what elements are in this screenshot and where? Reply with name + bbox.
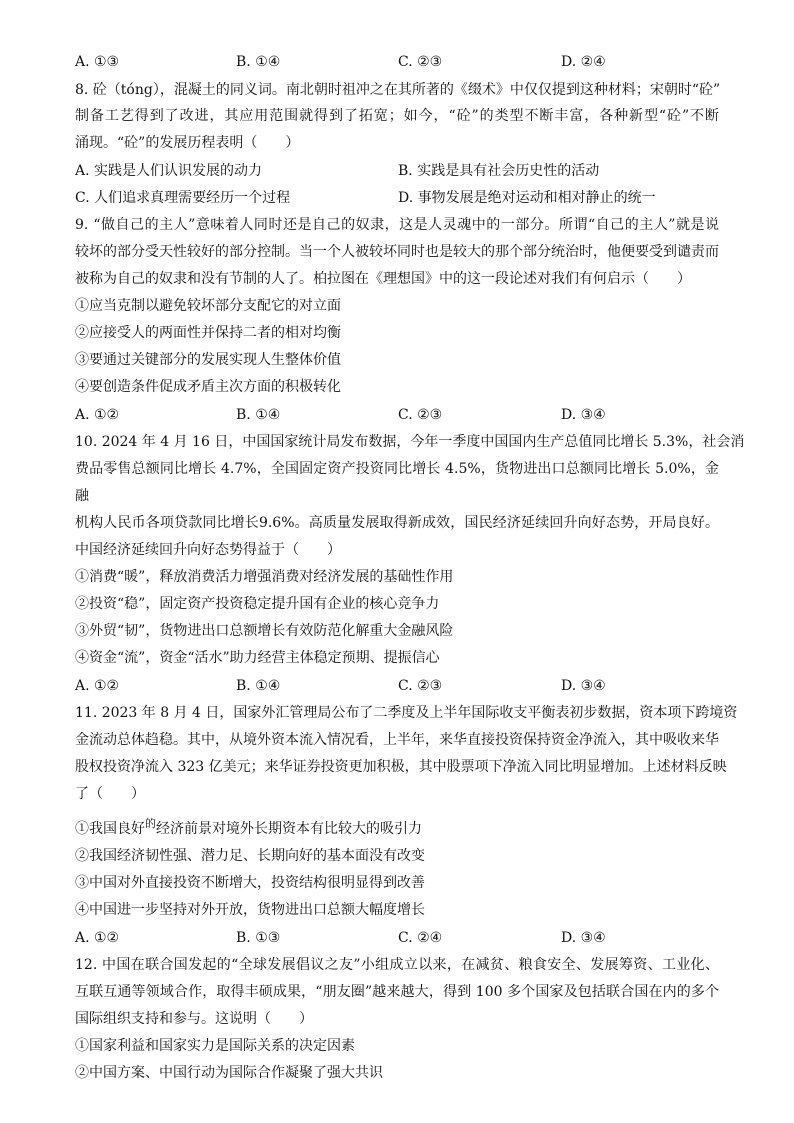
q9-option-a[interactable]: A. ①②: [75, 407, 120, 423]
q10-options: [75, 676, 719, 696]
q12-item-2: ②中国方案、中国行动为国际合作凝聚了强大共识: [75, 1065, 383, 1081]
q8-options-row-2: [75, 188, 719, 208]
q11-item-2: ②我国经济韧性强、潜力足、长期向好的基本面没有改变: [75, 848, 425, 864]
q10-option-d[interactable]: D. ③④: [561, 678, 606, 694]
q8-stem-line-1: 8. 砼（tóng），混凝土的同义词。南北朝时祖冲之在其所著的《缀术》中仅仅提到这种材料；宋朝时“砼”: [75, 82, 721, 98]
q9-item-4: ④要创造条件促成矛盾主次方面的积极转化: [75, 379, 341, 395]
q11-option-a[interactable]: A. ①②: [75, 930, 120, 946]
q11-option-d[interactable]: D. ③④: [561, 930, 606, 946]
q10-stem-line-1: 10. 2024 年 4 月 16 日，中国国家统计局发布数据，今年一季度中国国内生产总值同比增长 5.3%，社会消: [75, 434, 745, 450]
q8-option-d[interactable]: D. 事物发展是绝对运动和相对静止的统一: [398, 190, 656, 206]
q7-option-d[interactable]: D. ②④: [561, 54, 606, 70]
q7-option-a[interactable]: A. ①③: [75, 54, 120, 70]
q8-option-c[interactable]: C. 人们追求真理需要经历一个过程: [75, 190, 291, 206]
q12-item-1: ①国家利益和国家实力是国际关系的决定因素: [75, 1038, 355, 1054]
q12-stem-line-2: 互联互通等领域合作，取得丰硕成果，“朋友圈”越来越大，得到 100 多个国家及包括联合国在内的多个: [75, 984, 719, 1000]
q11-item-3: ③中国对外直接投资不断增大，投资结构很明显得到改善: [75, 875, 425, 891]
q11-item-1-sup: 的: [145, 817, 156, 830]
q10-item-4: ④资金“流”，资金“活水”助力经营主体稳定预期、提振信心: [75, 650, 440, 666]
q7-options: [75, 52, 719, 72]
q10-option-c[interactable]: C. ②③: [398, 678, 443, 694]
q11-stem-line-2: 金流动总体趋稳。其中，从境外资本流入情况看，上半年，来华直接投资保持资金净流入，其中吸收来华: [75, 732, 719, 748]
q9-item-1: ①应当克制以避免较坏部分支配它的对立面: [75, 298, 341, 314]
q10-option-b[interactable]: B. ①④: [236, 678, 281, 694]
q11-stem-line-1: 11. 2023 年 8 月 4 日，国家外汇管理局公布了二季度及上半年国际收支平衡表初步数据，资本项下跨境资: [75, 705, 738, 721]
q10-stem-line-5: 中国经济延续回升向好态势得益于（ ）: [75, 542, 341, 558]
q9-options: [75, 405, 719, 425]
q9-option-c[interactable]: C. ②③: [398, 407, 443, 423]
q11-option-b[interactable]: B. ①③: [236, 930, 281, 946]
q11-item-1-after: 经济前景对境外长期资本有比较大的吸引力: [156, 821, 422, 837]
q10-stem-line-2: 费品零售总额同比增长 4.7%，全国固定资产投资同比增长 4.5%，货物进出口总额同比增长 5.0%，金: [75, 461, 719, 477]
q9-stem-line-2: 较坏的部分受天性较好的部分控制。当一个人被较坏同时也是较大的那个部分统治时，他便要受到谴责而: [75, 244, 719, 260]
q8-option-a[interactable]: A. 实践是人们认识发展的动力: [75, 163, 263, 179]
q11-options: [75, 928, 719, 948]
q11-option-c[interactable]: C. ②④: [398, 930, 443, 946]
q9-stem-line-1: 9. “做自己的主人”意味着人同时还是自己的奴隶，这是人灵魂中的一部分。所谓“自己的主人”就是说: [75, 217, 719, 233]
q10-option-a[interactable]: A. ①②: [75, 678, 120, 694]
q8-option-b[interactable]: B. 实践是具有社会历史性的活动: [398, 163, 600, 179]
q10-item-2: ②投资“稳”，固定资产投资稳定提升国有企业的核心竞争力: [75, 596, 440, 612]
q9-option-b[interactable]: B. ①④: [236, 407, 281, 423]
q9-stem-line-3: 被称为自己的奴隶和没有节制的人了。柏拉图在《理想国》中的这一段论述对我们有何启示（ ）: [75, 271, 691, 287]
q10-stem-line-3: 融: [75, 488, 89, 504]
q8-stem-line-2: 制备工艺得到了改进，其应用范围就得到了拓宽；如今，“砼”的类型不断丰富，各种新型“砼”不断: [75, 108, 719, 124]
q9-item-2: ②应接受人的两面性并保持二者的相对均衡: [75, 325, 341, 341]
q12-stem-line-3: 国际组织支持和参与。这说明（ ）: [75, 1011, 313, 1027]
q10-item-3: ③外贸“韧”，货物进出口总额增长有效防范化解重大金融风险: [75, 623, 454, 639]
q11-item-4: ④中国进一步坚持对外开放，货物进出口总额大幅度增长: [75, 902, 425, 918]
q8-stem-line-3: 涌现。“砼”的发展历程表明（ ）: [75, 135, 300, 151]
q7-option-b[interactable]: B. ①④: [236, 54, 281, 70]
q7-option-c[interactable]: C. ②③: [398, 54, 443, 70]
q12-stem-line-1: 12. 中国在联合国发起的“全球发展倡议之友”小组成立以来，在减贫、粮食安全、发展筹资、工业化、: [75, 957, 719, 973]
q11-stem-line-3: 股权投资净流入 323 亿美元；来华证券投资更加积极，其中股票项下净流入同比明显增加。上述材料反映: [75, 759, 727, 775]
q10-stem-line-4: 机构人民币各项贷款同比增长9.6%。高质量发展取得新成效，国民经济延续回升向好态势，开局良好。: [75, 515, 719, 531]
q11-stem-line-4: 了（ ）: [75, 786, 145, 802]
q9-option-d[interactable]: D. ③④: [561, 407, 606, 423]
q11-item-1-before: ①我国良好: [75, 821, 145, 837]
q8-options-row-1: [75, 161, 719, 181]
q10-item-1: ①消费“暖”，释放消费活力增强消费对经济发展的基础性作用: [75, 569, 454, 585]
q11-item-1: [75, 819, 422, 840]
q9-item-3: ③要通过关键部分的发展实现人生整体价值: [75, 352, 341, 368]
